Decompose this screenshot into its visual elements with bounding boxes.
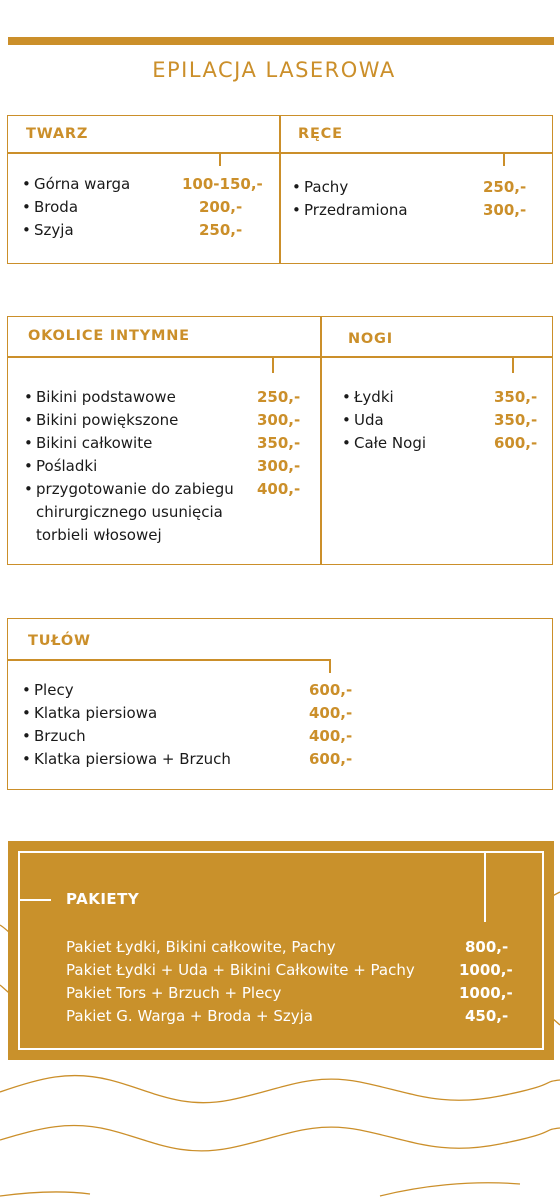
divider — [18, 899, 51, 901]
price: 450,- — [465, 1007, 509, 1025]
list-item: Pakiet G. Warga + Broda + Szyja — [66, 1007, 313, 1025]
list-item: • Bikini podstawowe — [24, 388, 176, 406]
divider — [329, 659, 331, 673]
price: 250,- — [483, 178, 527, 196]
section-heading-twarz: TWARZ — [26, 126, 89, 142]
divider — [512, 356, 514, 373]
price: 1000,- — [459, 961, 513, 979]
price: 800,- — [465, 938, 509, 956]
list-item: • przygotowanie do zabiegu — [24, 480, 234, 498]
price: 200,- — [199, 198, 243, 216]
list-item: • Plecy — [22, 681, 74, 699]
list-item-continued: chirurgicznego usunięcia — [36, 503, 223, 521]
price: 400,- — [257, 480, 301, 498]
price: 250,- — [257, 388, 301, 406]
list-item: • Pośladki — [24, 457, 98, 475]
list-item: Pakiet Tors + Brzuch + Plecy — [66, 984, 282, 1002]
list-item-continued: torbieli włosowej — [36, 526, 162, 544]
packages-panel — [8, 841, 554, 1060]
list-item: Pakiet Łydki, Bikini całkowite, Pachy — [66, 938, 336, 956]
top-accent-bar — [8, 37, 554, 45]
section-heading-nogi: NOGI — [348, 331, 393, 347]
divider — [219, 152, 221, 166]
price: 300,- — [483, 201, 527, 219]
price: 250,- — [199, 221, 243, 239]
price: 350,- — [494, 411, 538, 429]
divider — [484, 853, 486, 922]
divider — [279, 115, 281, 264]
list-item: • Całe Nogi — [342, 434, 427, 452]
price: 1000,- — [459, 984, 513, 1002]
divider — [272, 356, 274, 373]
divider — [320, 316, 322, 565]
divider — [7, 356, 553, 358]
list-item: • Szyja — [22, 221, 74, 239]
list-item: • Pachy — [292, 178, 349, 196]
list-item: • Brzuch — [22, 727, 86, 745]
list-item: • Klatka piersiowa — [22, 704, 158, 722]
divider — [7, 659, 330, 661]
price: 350,- — [257, 434, 301, 452]
divider — [503, 152, 505, 166]
price: 350,- — [494, 388, 538, 406]
section-heading-pakiety: PAKIETY — [66, 890, 140, 908]
list-item: • Broda — [22, 198, 79, 216]
list-item: • Klatka piersiowa + Brzuch — [22, 750, 231, 768]
price: 600,- — [309, 750, 353, 768]
list-item: Pakiet Łydki + Uda + Bikini Całkowite + Pachy — [66, 961, 415, 979]
list-item: • Łydki — [342, 388, 394, 406]
price: 600,- — [309, 681, 353, 699]
price: 400,- — [309, 704, 353, 722]
list-item: • Górna warga — [22, 175, 131, 193]
list-item: • Bikini całkowite — [24, 434, 153, 452]
price: 300,- — [257, 411, 301, 429]
section-heading-intymne: OKOLICE INTYMNE — [28, 328, 190, 344]
price: 600,- — [494, 434, 538, 452]
list-item: • Uda — [342, 411, 384, 429]
section-heading-tulow: TUŁÓW — [28, 633, 91, 649]
price: 400,- — [309, 727, 353, 745]
page-title: EPILACJA LASEROWA — [152, 58, 396, 82]
list-item: • Bikini powiększone — [24, 411, 179, 429]
list-item: • Przedramiona — [292, 201, 408, 219]
section-heading-rece: RĘCE — [298, 126, 343, 142]
price: 100-150,- — [182, 175, 263, 193]
price: 300,- — [257, 457, 301, 475]
